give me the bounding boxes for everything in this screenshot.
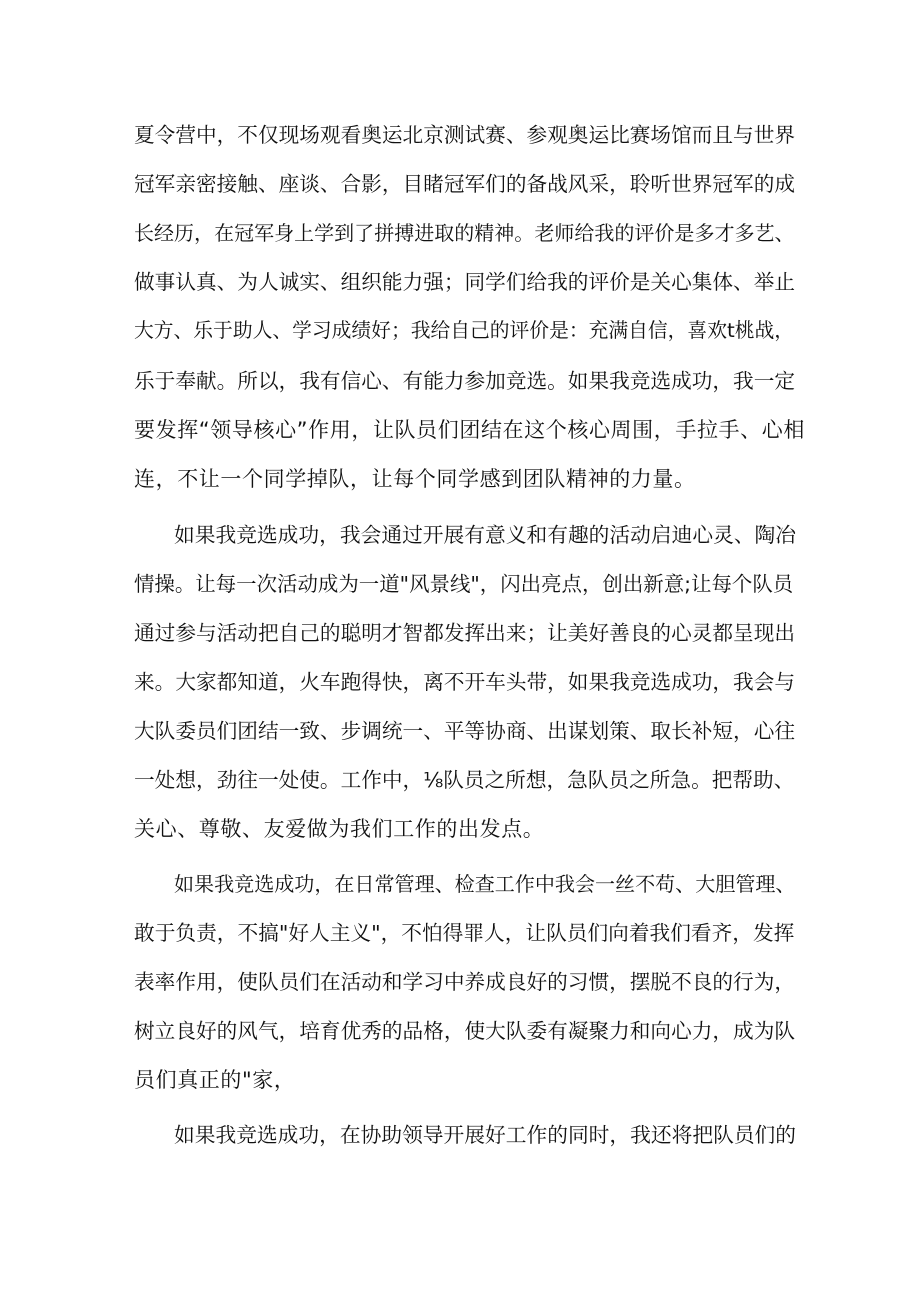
text-line: 连，不让一个同学掉队，让每个同学感到团队精神的力量。 xyxy=(134,467,696,491)
text-line: 乐于奉献。所以，我有信心、有能力参加竞选。如果我竞选成功，我一定 xyxy=(134,369,796,393)
paragraph-first-line: 如果我竞选成功，在日常管理、检查工作中我会一丝不苟、大胆管理、 xyxy=(174,872,796,896)
text-line: 关心、尊敬、友爱做为我们工作的出发点。 xyxy=(134,817,545,841)
text-line: 做事认真、为人诚实、组织能力强；同学们给我的评价是关心集体、举止 xyxy=(134,270,796,294)
text-line: 长经历，在冠军身上学到了拼搏进取的精神。老师给我的评价是多才多艺、 xyxy=(134,221,795,245)
text-line: 员们真正的"家， xyxy=(134,1068,296,1092)
text-line: 夏令营中，不仅现场观看奥运北京测试赛、参观奥运比赛场馆而且与世界 xyxy=(134,123,796,147)
paragraph-first-line: 如果我竞选成功，在协助领导开展好工作的同时，我还将把队员们的 xyxy=(174,1123,797,1147)
text-line: 大队委员们团结一致、步调统一、平等协商、出谋划策、取长补短，心往 xyxy=(134,719,796,743)
text-line: 一处想，劲往一处使。工作中，⅛队员之所想，急队员之所急。把帮助、 xyxy=(134,768,795,792)
text-line: 敢于负责，不搞"好人主义"，不怕得罪人，让队员们向着我们看齐，发挥 xyxy=(134,921,795,945)
text-line: 树立良好的风气，培育优秀的品格，使大队委有凝聚力和向心力，成为队 xyxy=(134,1019,796,1043)
text-line: 表率作用，使队员们在活动和学习中养成良好的习惯，摆脱不良的行为， xyxy=(134,970,796,994)
text-line: 情操。让每一次活动成为一道"风景线"，闪出亮点，创出新意;让每个队员 xyxy=(134,572,794,596)
text-line: 来。大家都知道，火车跑得快，离不开车头带，如果我竞选成功，我会与 xyxy=(134,670,796,694)
text-line: 要发挥“领导核心”作用，让队员们团结在这个核心周围，手拉手、心相 xyxy=(134,418,805,442)
text-line: 通过参与活动把自己的聪明才智都发挥出来；让美好善良的心灵都呈现出 xyxy=(134,621,796,645)
paragraph-first-line: 如果我竞选成功，我会通过开展有意义和有趣的活动启迪心灵、陶冶 xyxy=(174,523,797,547)
text-line: 冠军亲密接触、座谈、合影，目睹冠军们的备战风采，聆听世界冠军的成 xyxy=(134,172,796,196)
text-line: 大方、乐于助人、学习成绩好；我给自己的评价是：充满自信，喜欢t桃战， xyxy=(134,319,795,342)
